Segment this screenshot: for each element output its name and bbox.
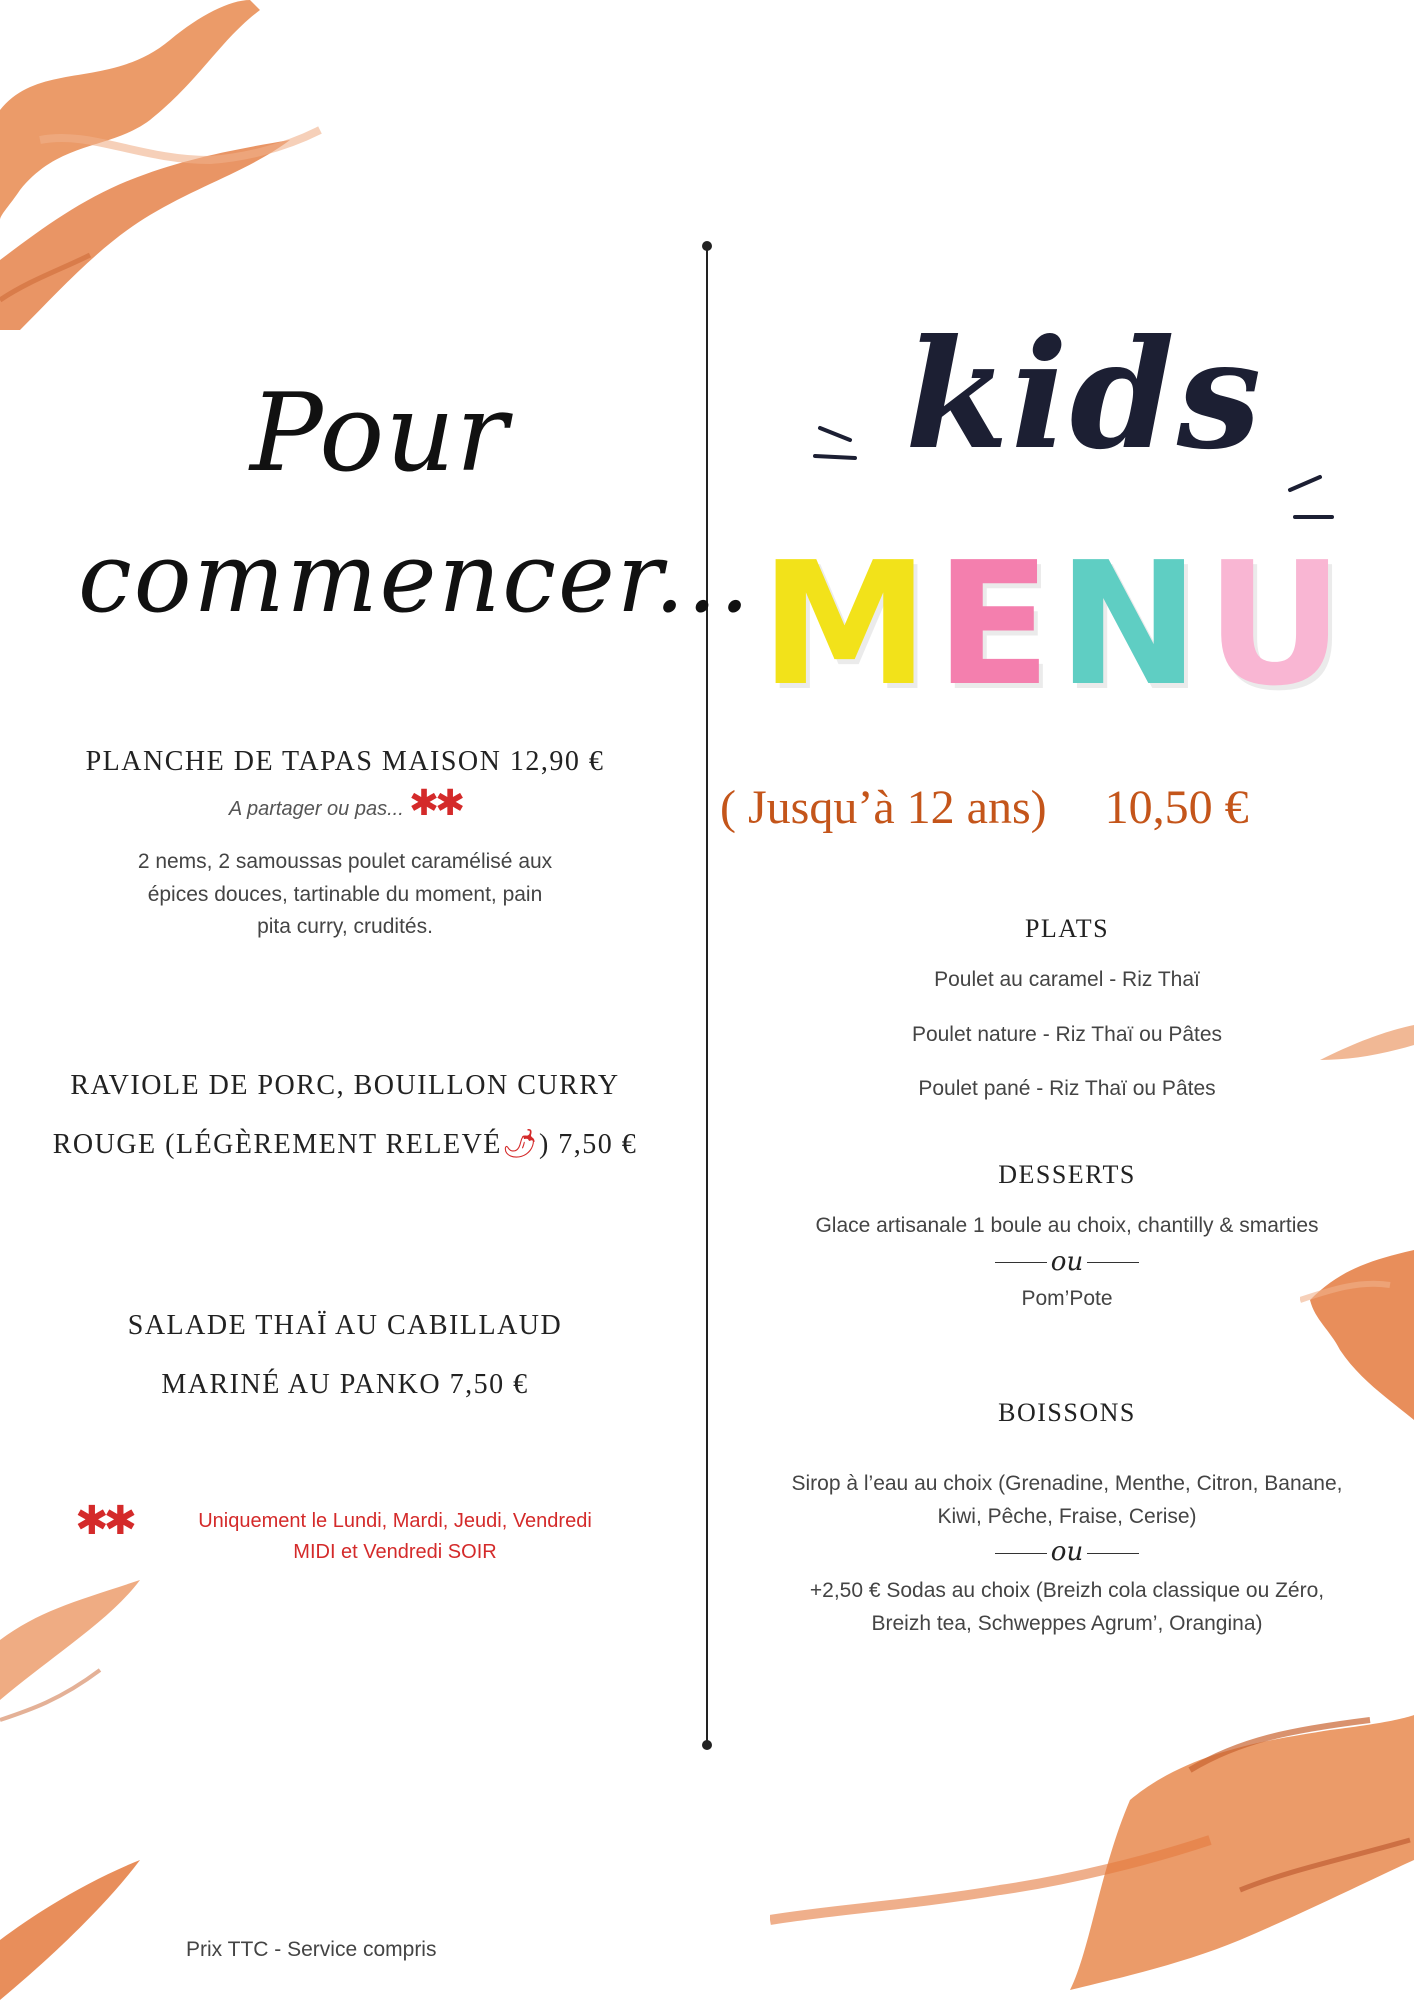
title-commencer: commencer... bbox=[78, 522, 752, 634]
dish-raviole-title-line1: RAVIOLE DE PORC, BOUILLON CURRY bbox=[70, 1070, 620, 1101]
boisson-item: Sirop à l’eau au choix (Grenadine, Menthe, Citron, Banane, Kiwi, Pêche, Fraise, Cerise) bbox=[791, 1472, 1343, 1528]
sparkle-right-icon bbox=[1280, 465, 1340, 525]
plat-item: Poulet nature - Riz Thaï ou Pâtes bbox=[911, 1022, 1223, 1046]
dish-salade-title-line2: MARINÉ AU PANKO 7,50 € bbox=[161, 1369, 529, 1401]
sparkle-left-icon bbox=[810, 418, 870, 468]
asterisk-marker-icon: ✱✱ bbox=[75, 1498, 133, 1544]
section-plats bbox=[722, 914, 1412, 1106]
divider-dot-bottom bbox=[702, 1740, 712, 1750]
dish-salade-title-line1: SALADE THAÏ AU CABILLAUD bbox=[127, 1310, 563, 1341]
dish-tapas bbox=[50, 742, 640, 944]
plat-item: Poulet pané - Riz Thaï ou Pâtes bbox=[918, 1077, 1216, 1101]
dessert-item: Glace artisanale 1 boule au choix, chantilly & smarties bbox=[815, 1214, 1319, 1237]
age-price-line bbox=[720, 780, 1249, 835]
plat-item: Poulet au caramel - Riz Thaï bbox=[934, 968, 1200, 991]
or-separator: ou bbox=[722, 1247, 1412, 1277]
kids-menu-price: 10,50 € bbox=[1104, 781, 1249, 834]
age-limit: ( Jusqu’à 12 ans) bbox=[720, 781, 1047, 834]
splash-top-left bbox=[0, 0, 360, 340]
dessert-item: Pom’Pote bbox=[1021, 1286, 1113, 1310]
dish-raviole bbox=[50, 1066, 640, 1164]
column-divider bbox=[706, 245, 708, 1745]
asterisk-marker-icon: ✱✱ bbox=[408, 783, 462, 825]
menu-letter-u: U bbox=[1205, 526, 1350, 724]
section-desserts bbox=[722, 1160, 1412, 1315]
kids-title: kids bbox=[905, 307, 1264, 483]
dish-salade bbox=[50, 1306, 640, 1404]
dish-tapas-title: PLANCHE DE TAPAS MAISON 12,90 € bbox=[85, 746, 605, 777]
or-separator: ou bbox=[722, 1537, 1412, 1567]
section-boissons bbox=[722, 1398, 1412, 1640]
note-line2: MIDI et Vendredi SOIR bbox=[293, 1541, 497, 1563]
plats-heading: PLATS bbox=[1024, 914, 1110, 943]
splash-bottom-left bbox=[0, 1560, 180, 2000]
menu-title bbox=[760, 526, 1350, 740]
splash-bottom-right bbox=[770, 1690, 1414, 2000]
boissons-heading: BOISSONS bbox=[998, 1398, 1136, 1427]
dish-tapas-description: 2 nems, 2 samoussas poulet caramélisé aux épices douces, tartinable du moment, pain pita curry, crudités. bbox=[137, 850, 553, 939]
note-line1: Uniquement le Lundi, Mardi, Jeudi, Vendredi bbox=[198, 1510, 592, 1532]
footer-price-note: Prix TTC - Service compris bbox=[186, 1938, 437, 1961]
desserts-heading: DESSERTS bbox=[998, 1160, 1136, 1189]
boisson-item: +2,50 € Sodas au choix (Breizh cola classique ou Zéro, Breizh tea, Schweppes Agrum’, Orangina) bbox=[809, 1579, 1325, 1635]
chili-icon: 🌶 bbox=[501, 1129, 539, 1161]
menu-letter-e: E bbox=[935, 526, 1058, 724]
title-pour: Pour bbox=[250, 371, 509, 496]
dish-tapas-subtitle: A partager ou pas... bbox=[228, 798, 404, 821]
divider-dot-top bbox=[702, 241, 712, 251]
menu-letter-m: M bbox=[760, 526, 936, 724]
menu-letter-n: N bbox=[1057, 526, 1206, 724]
dish-raviole-title-line2: ROUGE (LÉGÈREMENT RELEVÉ🌶) 7,50 € bbox=[52, 1129, 638, 1161]
